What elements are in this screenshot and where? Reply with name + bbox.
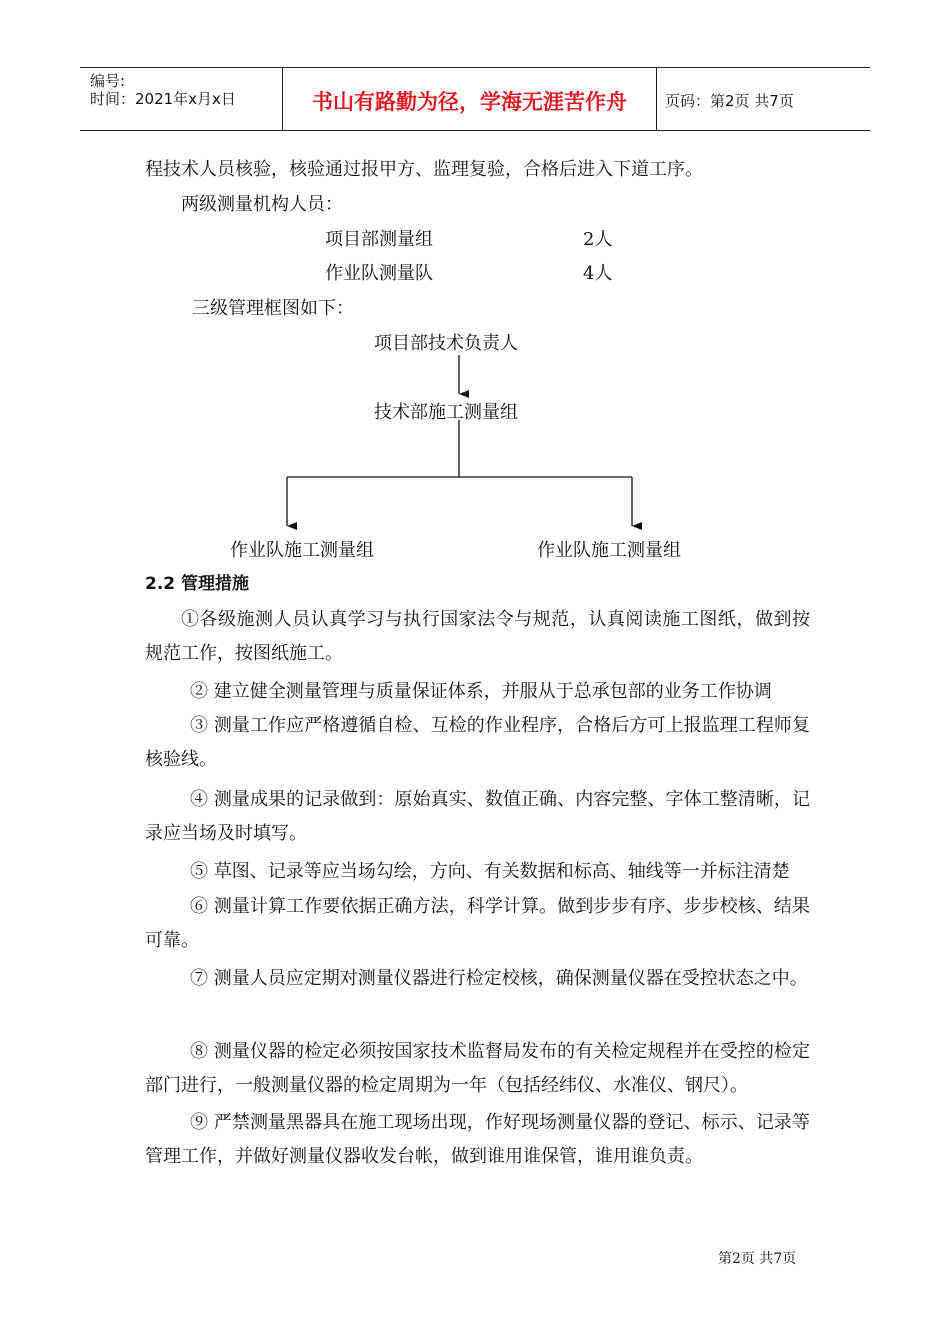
two-level-label: 两级测量机构人员： — [181, 194, 343, 215]
measure-item: ⑤ 草图、记录等应当场勾绘，方向、有关数据和标高、轴线等一并标注清楚 — [190, 861, 790, 882]
org-node-bottom-right: 作业队施工测量组 — [537, 540, 681, 561]
staff-count: 2人 — [583, 229, 613, 250]
intro-line: 程技术人员核验，核验通过报甲方、监理复验，合格后进入下道工序。 — [145, 159, 703, 180]
measure-item: ② 建立健全测量管理与质量保证体系，并服从于总承包部的业务工作协调 — [190, 681, 772, 702]
section-title: 2.2 管理措施 — [145, 574, 250, 594]
motto: 书山有路勤为径，学海无涯苦作舟 — [312, 90, 627, 114]
staff-name: 作业队测量队 — [325, 263, 433, 284]
measure-item: ⑥ 测量计算工作要依据正确方法，科学计算。做到步步有序、步步校核、结果可靠。 — [145, 896, 810, 951]
doc-date: 时间：2021年x月x日 — [90, 90, 236, 108]
measure-item: ⑧ 测量仪器的检定必须按国家技术监督局发布的有关检定规程并在受控的检定部门进行，一般测量仪器的检定周期为一年（包括经纬仪、水准仪、钢尺）。 — [145, 1041, 810, 1096]
org-node-bottom-left: 作业队施工测量组 — [230, 540, 374, 561]
org-node-middle: 技术部施工测量组 — [374, 402, 518, 423]
measure-item: ①各级施测人员认真学习与执行国家法令与规范，认真阅读施工图纸，做到按规范工作，按图纸施工。 — [145, 609, 810, 664]
diagram-caption: 三级管理框图如下： — [192, 298, 354, 319]
page-footer: 第2页 共7页 — [718, 1251, 797, 1267]
measure-item: ⑨ 严禁测量黑器具在施工现场出现，作好现场测量仪器的登记、标示、记录等管理工作，并做好测量仪器收发台帐，做到谁用谁保管，谁用谁负责。 — [145, 1112, 810, 1167]
doc-number-label: 编号: — [90, 72, 126, 90]
org-chart — [0, 0, 950, 600]
measure-item: ③ 测量工作应严格遵循自检、互检的作业程序，合格后方可上报监理工程师复核验线。 — [145, 715, 810, 770]
measure-item: ④ 测量成果的记录做到：原始真实、数值正确、内容完整、字体工整清晰，记录应当场及时填写。 — [145, 789, 810, 844]
header-page-info: 页码：第2页 共7页 — [665, 92, 794, 110]
staff-count: 4人 — [583, 263, 613, 284]
staff-name: 项目部测量组 — [325, 229, 433, 250]
measure-item: ⑦ 测量人员应定期对测量仪器进行检定校核，确保测量仪器在受控状态之中。 — [190, 968, 808, 989]
org-node-top: 项目部技术负责人 — [374, 333, 518, 354]
